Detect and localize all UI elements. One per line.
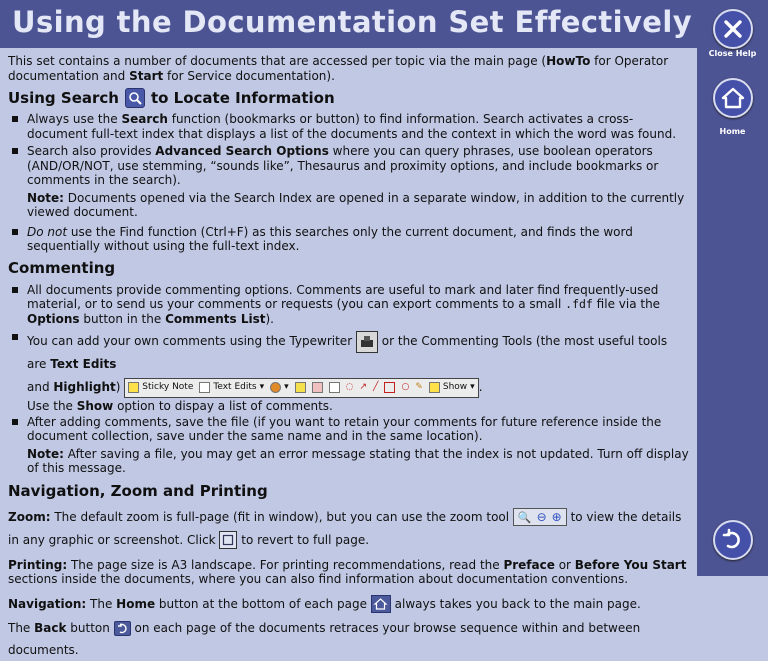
list-text: function (bookmarks or button) to find information. Search activates a cross-document full-text index that displays a list of the documents and the context in which the word was found. [27, 112, 677, 141]
search-section-heading [8, 86, 690, 110]
list-text: Search also provides [27, 144, 156, 158]
pencil-icon: ✎ [415, 382, 423, 392]
home-icon [371, 595, 391, 613]
list-text: You can add your own comments using the Typewriter [27, 334, 356, 348]
navigation-label: Navigation: [8, 596, 87, 611]
list-item [8, 283, 690, 327]
stamp-icon [270, 382, 281, 393]
show-term: Show [76, 399, 114, 413]
cloud-icon: ◌ [345, 382, 354, 392]
navigation-text: always takes you back to the main page. [390, 596, 641, 611]
start-term: Start [129, 68, 164, 83]
text-edits-icon [199, 382, 210, 393]
callout-icon [312, 382, 323, 393]
list-text: where you can query phrases, use boolean operators (AND/OR/NOT, use stemming, “sounds like”, Thesaurus and proximity options, and include bookmarks or comments in the search). [27, 144, 659, 187]
howto-term: HowTo [546, 54, 591, 68]
chevron-down-icon: ▾ [470, 382, 475, 392]
list-text: After adding comments, save the file (if you want to retain your comments for future reference inside the document collection, save under the same name and in the same location). [27, 414, 662, 443]
zoom-text: The default zoom is full-page (fit in window), but you can use the zoom tool [50, 509, 513, 524]
intro-text: This set contains a number of documents that are accessed per topic via the main page ( [8, 54, 547, 68]
arrow-icon: ↗ [359, 382, 368, 392]
note-text: After saving a file, you may get an error message stating that the index is not updated. Turn off display of this message. [27, 446, 689, 475]
options-term: Options [27, 311, 80, 326]
printing-paragraph [8, 558, 690, 587]
sticky-note-tool [128, 376, 193, 399]
zoom-tool-image [513, 508, 567, 526]
printing-text: or [554, 557, 575, 572]
show-icon [429, 382, 440, 393]
preface-term: Preface [503, 557, 555, 572]
list-text: ). [265, 311, 274, 326]
search-term: Search [121, 112, 168, 126]
printing-text: The page size is A3 landscape. For printing recommendations, read the [67, 557, 504, 572]
printing-text: sections inside the documents, where you can also find information about documentation conventions. [8, 572, 629, 586]
tool-label: Show [442, 382, 468, 392]
sticky-note-icon [128, 382, 139, 393]
tool-label: Text Edits [213, 382, 257, 392]
list-text: file via the [592, 297, 661, 311]
back-text: button [66, 620, 114, 635]
typewriter-icon [356, 331, 378, 353]
list-text: . [478, 380, 483, 394]
advanced-search-term: Advanced Search Options [155, 144, 329, 158]
list-item [8, 415, 690, 444]
list-text: Always use the [27, 112, 122, 126]
oval-icon: ○ [401, 382, 410, 392]
navigation-section-heading: Navigation, Zoom and Printing [8, 482, 268, 501]
show-tool [429, 376, 475, 399]
fit-page-icon [219, 531, 237, 549]
back-term: Back [34, 620, 67, 635]
list-text: Use the [27, 399, 77, 413]
chevron-down-icon: ▾ [259, 382, 265, 392]
show-option-note [8, 399, 690, 414]
intro-paragraph [8, 54, 690, 83]
emphasis-text: Do not [27, 224, 68, 239]
file-extension: .fdf [565, 297, 593, 311]
highlight-icon [295, 382, 306, 393]
note-label: Note: [27, 446, 64, 461]
zoom-text: to revert to full page. [241, 532, 370, 547]
list-text: button in the [79, 311, 166, 326]
close-help-button[interactable] [713, 9, 753, 49]
home-label[interactable]: Home [719, 127, 746, 136]
zoom-out-icon: ⊖ [536, 509, 547, 524]
search-note [8, 191, 690, 220]
before-you-start-term: Before You Start [574, 557, 687, 572]
rectangle-icon [384, 382, 395, 393]
close-icon [720, 16, 746, 42]
back-icon [721, 528, 745, 552]
close-help-label[interactable]: Close Help [708, 49, 757, 58]
printing-label: Printing: [8, 557, 68, 572]
heading-text: Using Search [8, 88, 119, 107]
list-item [8, 330, 690, 399]
list-item [8, 225, 690, 254]
list-item [8, 112, 690, 141]
list-text: ) [115, 380, 121, 394]
zoom-label: Zoom: [8, 509, 51, 524]
list-text: or the Commenting Tools (the most useful tools are [27, 334, 668, 371]
text-edits-tool [199, 376, 264, 399]
list-text: All documents provide commenting options. Comments are useful to mark and later find frequently-used material, or to send us your comments or requests (you can export comments to a small [27, 282, 659, 311]
commenting-section-heading: Commenting [8, 259, 116, 278]
home-button[interactable] [713, 78, 753, 118]
list-text: and [27, 380, 54, 394]
highlight-term: Highlight [53, 380, 116, 394]
heading-text: to Locate Information [150, 88, 335, 107]
zoom-paragraph [8, 506, 690, 552]
list-item [8, 144, 690, 188]
navigation-paragraph [8, 593, 690, 615]
help-content [8, 52, 690, 661]
back-button[interactable] [713, 520, 753, 560]
line-icon: ╱ [373, 382, 379, 392]
sidebar [697, 0, 768, 576]
tool-label: Sticky Note [142, 382, 194, 392]
back-text: on each page of the documents retraces your browse sequence within and between documents. [8, 620, 641, 657]
back-paragraph [8, 617, 690, 661]
back-icon [114, 621, 131, 636]
page-header [0, 0, 697, 48]
chevron-down-icon: ▾ [284, 382, 289, 392]
textbox-icon [329, 382, 340, 393]
note-text: Documents opened via the Search Index are opened in a separate window, in addition to the currently viewed document. [27, 190, 685, 219]
back-text: The [8, 620, 35, 635]
list-text: use the Find function (Ctrl+F) as this searches only the current document, and finds the word sequentially without using the full-text index. [27, 224, 633, 253]
commenting-toolbar [124, 378, 478, 398]
comments-list-term: Comments List [165, 311, 266, 326]
zoom-icon: 🔍 [517, 510, 532, 524]
home-term: Home [116, 596, 156, 611]
navigation-text: button at the bottom of each page [155, 596, 371, 611]
page-title: Using the Documentation Set Effectively [12, 5, 693, 39]
comment-note [8, 447, 690, 476]
zoom-text: to view the details in any graphic or screenshot. Click [8, 509, 682, 547]
stamp-tool [270, 376, 289, 399]
navigation-text: The [86, 596, 117, 611]
intro-text: for Service documentation). [163, 68, 335, 83]
search-icon [125, 88, 145, 108]
list-text: option to dispay a list of comments. [113, 399, 333, 413]
intro-text: for Operator documentation and [8, 54, 669, 83]
note-label: Note: [27, 190, 64, 205]
home-icon [720, 85, 746, 111]
text-edits-term: Text Edits [50, 357, 117, 371]
zoom-in-icon: ⊕ [551, 509, 562, 524]
